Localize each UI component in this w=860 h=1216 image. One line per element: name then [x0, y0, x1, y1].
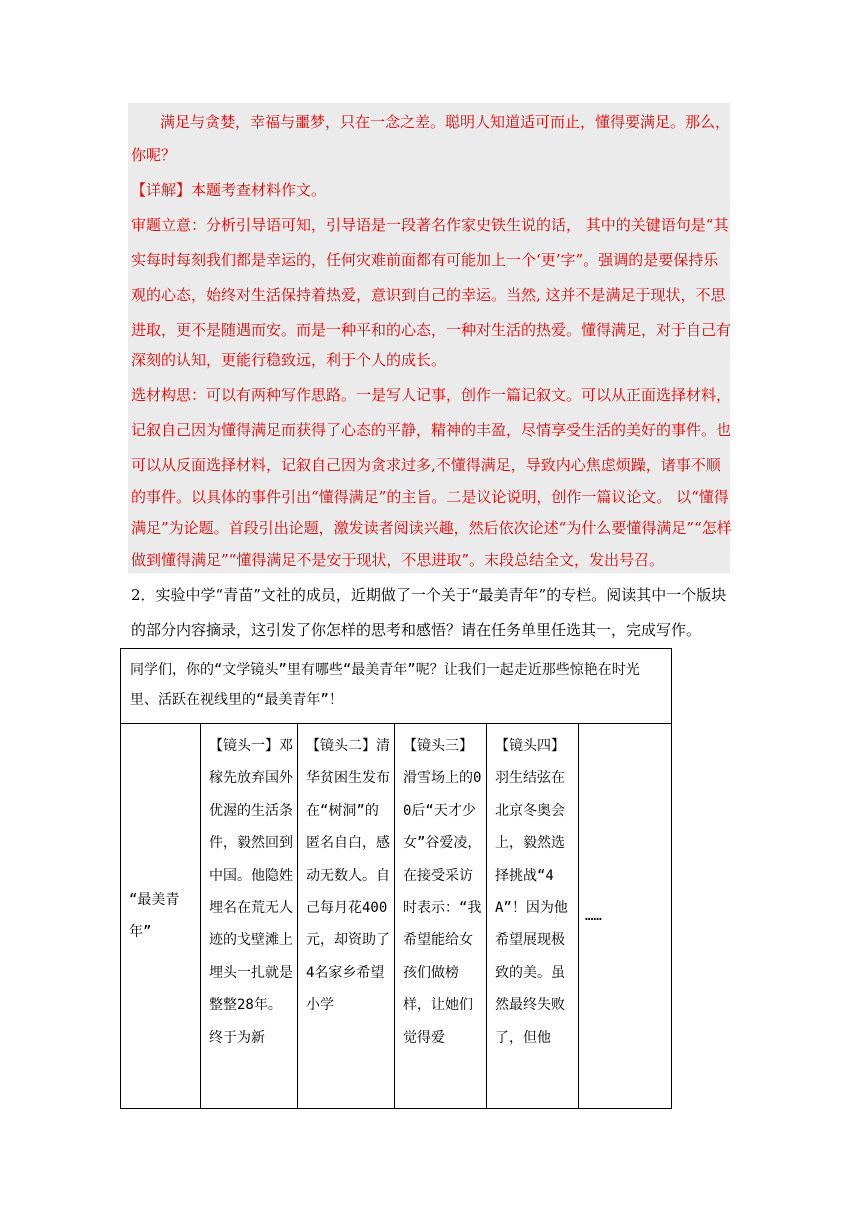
- quote-line-1: 满足与贪婪，幸福与噩梦，只在一念之差。聪明人知道适可而止，懂得要满足。那么，: [160, 113, 731, 131]
- theme-line: 审题立意：分析引导语可知，引导语是一段著名作家史铁生说的话， 其中的关键语句是“其: [131, 216, 729, 234]
- lens-text: [298, 724, 394, 1022]
- lens-title: 【镜头二】: [306, 738, 376, 754]
- ellipsis-text: ……: [585, 908, 602, 924]
- lens-body: 邓稼先放弃国外优渥的生活条件，毅然回到中国。他隐姓埋名在荒无人迹的戈壁滩上埋头一扎就是整整28年。终于为新: [209, 738, 293, 1046]
- lens-title: 【镜头一】: [209, 738, 279, 754]
- more-cell: [579, 724, 672, 1109]
- lens-cell: [201, 724, 298, 1109]
- side-label-cell: [121, 724, 201, 1109]
- material-line: 可以从反面选择材料，记叙自己因为贪求过多,不懂得满足，导致内心焦虑烦躁，诸事不顺: [131, 456, 721, 474]
- lens-title: 【镜头四】: [495, 738, 565, 754]
- material-line: 满足”为论题。首段引出论题，激发读者阅读兴趣，然后依次论述“为什么要懂得满足”“怎样: [131, 519, 732, 537]
- lens-text: [487, 724, 578, 1054]
- lens-body: 滑雪场上的00后“天才少女”谷爱凌，在接受采访时表示：“我希望能给女孩们做榜样，让她们觉得爱: [403, 770, 482, 1046]
- lens-text: [201, 724, 297, 1054]
- material-line: 的事件。以具体的事件引出“懂得满足”的主旨。二是议论说明，创作一篇议论文。 以“懂得: [131, 488, 729, 506]
- lens-body: 清华贫困生发布在“树洞”的匿名自白，感动无数人。自己每月花400元，却资助了4名家乡希望小学: [306, 738, 390, 1014]
- lens-title: 【镜头三】: [403, 738, 473, 754]
- table-header-text: 同学们，你的“文学镜头”里有哪些“最美青年”呢？让我们一起走近那些惊艳在时光里、活跃在视线里的“最美青年”！: [130, 662, 640, 708]
- material-line: 记叙自己因为懂得满足而获得了心态的平静，精神的丰盈，尽情享受生活的美好的事件。也: [131, 421, 732, 439]
- side-label: “最美青年”: [129, 892, 180, 940]
- lens-cell: [298, 724, 395, 1109]
- detail-label: 【详解】本题考查材料作文。: [131, 181, 327, 199]
- question-line-1: 2．实验中学“青苗”文社的成员，近期做了一个关于“最美青年”的专栏。阅读其中一个版块: [131, 586, 727, 604]
- theme-line: 实每时每刻我们都是幸运的，任何灾难前面都有可能加上一个‘更’字”。强调的是要保持乐: [131, 251, 719, 269]
- lens-body: 羽生结弦在北京冬奥会上，毅然选择挑战“4A”！因为他希望展现极致的美。虽然最终失败了，但他: [495, 770, 568, 1046]
- lens-cell: [487, 724, 579, 1109]
- material-line: 做到懂得满足”“懂得满足不是安于现状，不思进取”。末段总结全文，发出号召。: [131, 551, 665, 569]
- lens-text: [395, 724, 486, 1054]
- theme-line: 观的心态，始终对生活保持着热爱，意识到自己的幸运。当然, 这并不是满足于现状，不思: [131, 286, 726, 304]
- table-header-cell: [121, 649, 672, 724]
- best-youth-table: [120, 648, 672, 1109]
- material-line: 选材构思：可以有两种写作思路。一是写人记事，创作一篇记叙文。可以从正面选择材料，: [131, 386, 732, 404]
- theme-line: 深刻的认知，更能行稳致远，利于个人的成长。: [131, 351, 447, 369]
- theme-line: 进取，更不是随遇而安。而是一种平和的心态，一种对生活的热爱。懂得满足，对于自己有: [131, 321, 732, 339]
- lens-cell: [395, 724, 487, 1109]
- quote-line-2: 你呢？: [131, 146, 177, 164]
- question-line-2: 的部分内容摘录，这引发了你怎样的思考和感悟？请在任务单里任选其一，完成写作。: [131, 621, 702, 639]
